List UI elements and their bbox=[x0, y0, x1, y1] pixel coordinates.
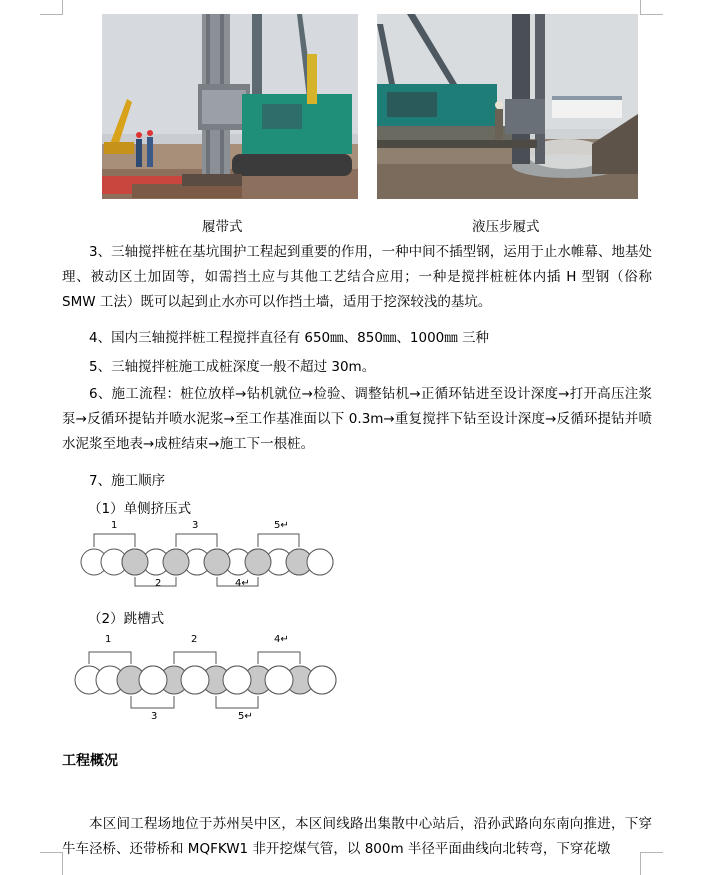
bracket-bottom bbox=[131, 696, 174, 708]
label-top: 3 bbox=[192, 520, 199, 531]
paragraph-6: 6、施工流程：桩位放样→钻机就位→检验、调整钻机→正循环钻进至设计深度→打开高压注浆泵→反循环提钻并喷水泥浆→至工作基准面以下 0.3m→重复搅拌下钻至设计深度→反循环提钻并喷水泥浆至地表→成桩结束→施工下一根桩。 bbox=[62, 386, 652, 452]
label-top: 4↵ bbox=[274, 634, 289, 645]
label-bottom: 4↵ bbox=[235, 578, 250, 589]
page-corner-mark bbox=[40, 0, 63, 15]
paragraph-3: 3、三轴搅拌桩在基坑围护工程起到重要的作用，一种中间不插型钢，运用于止水帷幕、地基处理、被动区土加固等，如需挡土应与其他工艺结合应用；一种是搅拌桩桩体内插 H 型钢（俗称 SMW 工法）既可以起到止水亦可以作挡土墙，适用于挖深较浅的基坑。 bbox=[62, 244, 652, 310]
diagram-title-skip: （2）跳槽式 bbox=[88, 611, 165, 627]
label-bottom: 3 bbox=[151, 711, 158, 721]
paragraph-7: 7、施工顺序 bbox=[89, 473, 166, 489]
caption-right: 液压步履式 bbox=[472, 219, 540, 235]
paragraph-4: 4、国内三轴搅拌桩工程搅拌直径有 650㎜、850㎜、1000㎜ 三种 bbox=[89, 330, 490, 346]
label-bottom: 5↵ bbox=[238, 711, 253, 721]
bracket-top bbox=[174, 652, 216, 664]
body-paragraph: 本区间工程场地位于苏州吴中区，本区间线路出集散中心站后，沿孙武路向东南向推进，下穿牛车泾桥、还带桥和 MQFKW1 非开挖煤气管，以 800m 半径平面曲线向北转弯，下穿花墩 bbox=[62, 816, 652, 857]
single-side-sequence-diagram bbox=[75, 518, 345, 593]
diagram-title-single: （1）单侧挤压式 bbox=[88, 501, 192, 517]
caption-left: 履带式 bbox=[202, 219, 243, 235]
label-top: 1 bbox=[105, 634, 112, 645]
bracket-top bbox=[94, 534, 135, 547]
label-top: 5↵ bbox=[274, 520, 289, 531]
photo-hydraulic-walking-rig bbox=[377, 14, 638, 199]
page-corner-mark bbox=[640, 0, 663, 15]
label-bottom: 2 bbox=[155, 578, 162, 589]
photo-crawler-rig bbox=[102, 14, 358, 199]
section-heading: 工程概况 bbox=[62, 753, 118, 769]
bracket-top bbox=[176, 534, 217, 547]
skip-groove-sequence-diagram bbox=[68, 626, 353, 721]
bracket-top bbox=[258, 534, 299, 547]
label-top: 2 bbox=[191, 634, 198, 645]
bracket-bottom bbox=[216, 696, 258, 708]
paragraph-5: 5、三轴搅拌桩施工成桩深度一般不超过 30m。 bbox=[89, 359, 376, 375]
bracket-top bbox=[258, 652, 300, 664]
bracket-top bbox=[89, 652, 131, 664]
label-top: 1 bbox=[111, 520, 118, 531]
